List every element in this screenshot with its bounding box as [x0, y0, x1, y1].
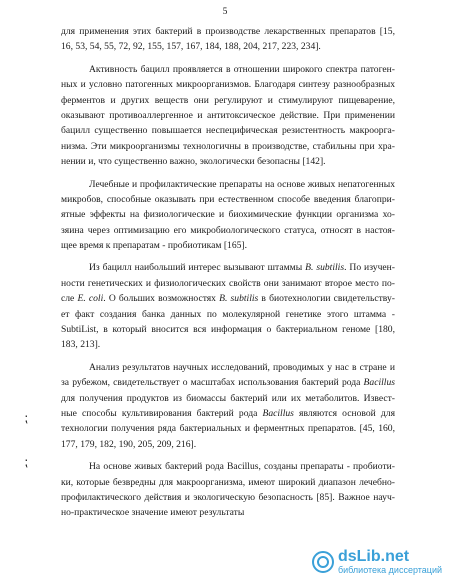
- text-line: На основе живых бактерий рода Bacillus, созданы препараты - пробиоти-: [89, 461, 395, 473]
- margin-mark-icon: ⁏: [24, 411, 29, 425]
- paragraph: [61, 260, 395, 352]
- text-line: ферментов и других веществ они регулируют и стимулируют пищеварение,: [61, 94, 395, 106]
- text-line: 177, 179, 182, 190, 205, 209, 216].: [61, 438, 197, 450]
- text-line: оказывают противоаллергенное и антитоксическое действие. При применении: [61, 109, 395, 121]
- text-line: технологии получения ряда бактериальных и ферментных препаратов. [45, 160,: [61, 423, 395, 435]
- text-line: Лечебные и профилактические препараты на основе живых непатогенных: [89, 178, 395, 190]
- text-line: Анализ результатов научных исследований, проводимых у нас в стране и: [89, 361, 395, 373]
- text-line: ные способы культивирования бактерий рода Bacillus являются основой для: [61, 407, 395, 419]
- watermark: [312, 549, 442, 575]
- text-line: низма. Эти микроорганизмы технологичны в производстве, стабильны при хра-: [61, 140, 395, 152]
- paragraph: [61, 177, 395, 254]
- text-line: бацилл существенно повышается неспецифическая резистентность макроорга-: [61, 125, 395, 137]
- paragraph: [61, 360, 395, 452]
- text-line: нении и, что существенно важно, экологически безопасны [142].: [61, 156, 326, 168]
- watermark-subtitle: библиотека диссертаций: [337, 565, 442, 575]
- dslib-logo-icon: [312, 551, 334, 573]
- text-line: профилактического действия и экологическую безопасность [85]. Важное науч-: [61, 491, 395, 503]
- margin-mark-icon: ⁏: [24, 455, 29, 469]
- paragraph: [61, 62, 395, 170]
- text-line: для получения продуктов из биомассы бактерий или их метаболитов. Извест-: [61, 392, 395, 404]
- text-line: 183, 213].: [61, 339, 101, 351]
- paragraph: [61, 24, 395, 55]
- text-line: за рубежом, свидетельствует о масштабах использования бактерий рода Bacillus: [61, 377, 395, 389]
- text-line: сле E. coli. О больших возможностях B. subtilis в биотехнологии свидетельству-: [61, 293, 395, 305]
- text-line: зяина через оптимизацию его микробиологического статуса, относят в настоя-: [61, 224, 395, 236]
- text-line: ки, которые безвредны для макроорганизма, имеют широкий диапазон лечебно-: [61, 476, 395, 488]
- text-line: 16, 53, 54, 55, 72, 92, 155, 157, 167, 184, 188, 204, 217, 223, 234].: [61, 41, 321, 53]
- page-number: 5: [222, 6, 228, 17]
- text-line: Из бацилл наибольший интерес вызывают штаммы B. subtilis. По изучен-: [89, 262, 395, 274]
- text-line: SubtiList, в который вносится вся информация о бактериальном геноме [180,: [61, 324, 395, 336]
- text-line: ности генетических и физиологических свойств они занимают второе место по-: [61, 277, 395, 289]
- text-line: Активность бацилл проявляется в отношении широкого спектра патоген-: [89, 63, 395, 75]
- paragraph: [61, 459, 395, 521]
- text-line: но-практическое значение имеют результаты: [61, 507, 245, 519]
- text-line: для применения этих бактерий в производстве лекарственных препаратов [15,: [61, 26, 395, 37]
- text-line: ных и условно патогенных микроорганизмов. Благодаря синтезу разнообразных: [61, 79, 395, 91]
- text-line: микробов, способные оказывать при естественном способе введения благопри-: [61, 193, 395, 205]
- text-line: ет факт создания банка данных по молекулярной генетике этого штамма -: [61, 308, 395, 320]
- text-line: щее время к препаратам - пробиотикам [165].: [61, 240, 248, 252]
- text-line: ятные эффекты на физиологические и биохимические функции организма хо-: [61, 209, 395, 221]
- watermark-brand: dsLib.net: [337, 548, 410, 565]
- body-text: [61, 24, 395, 526]
